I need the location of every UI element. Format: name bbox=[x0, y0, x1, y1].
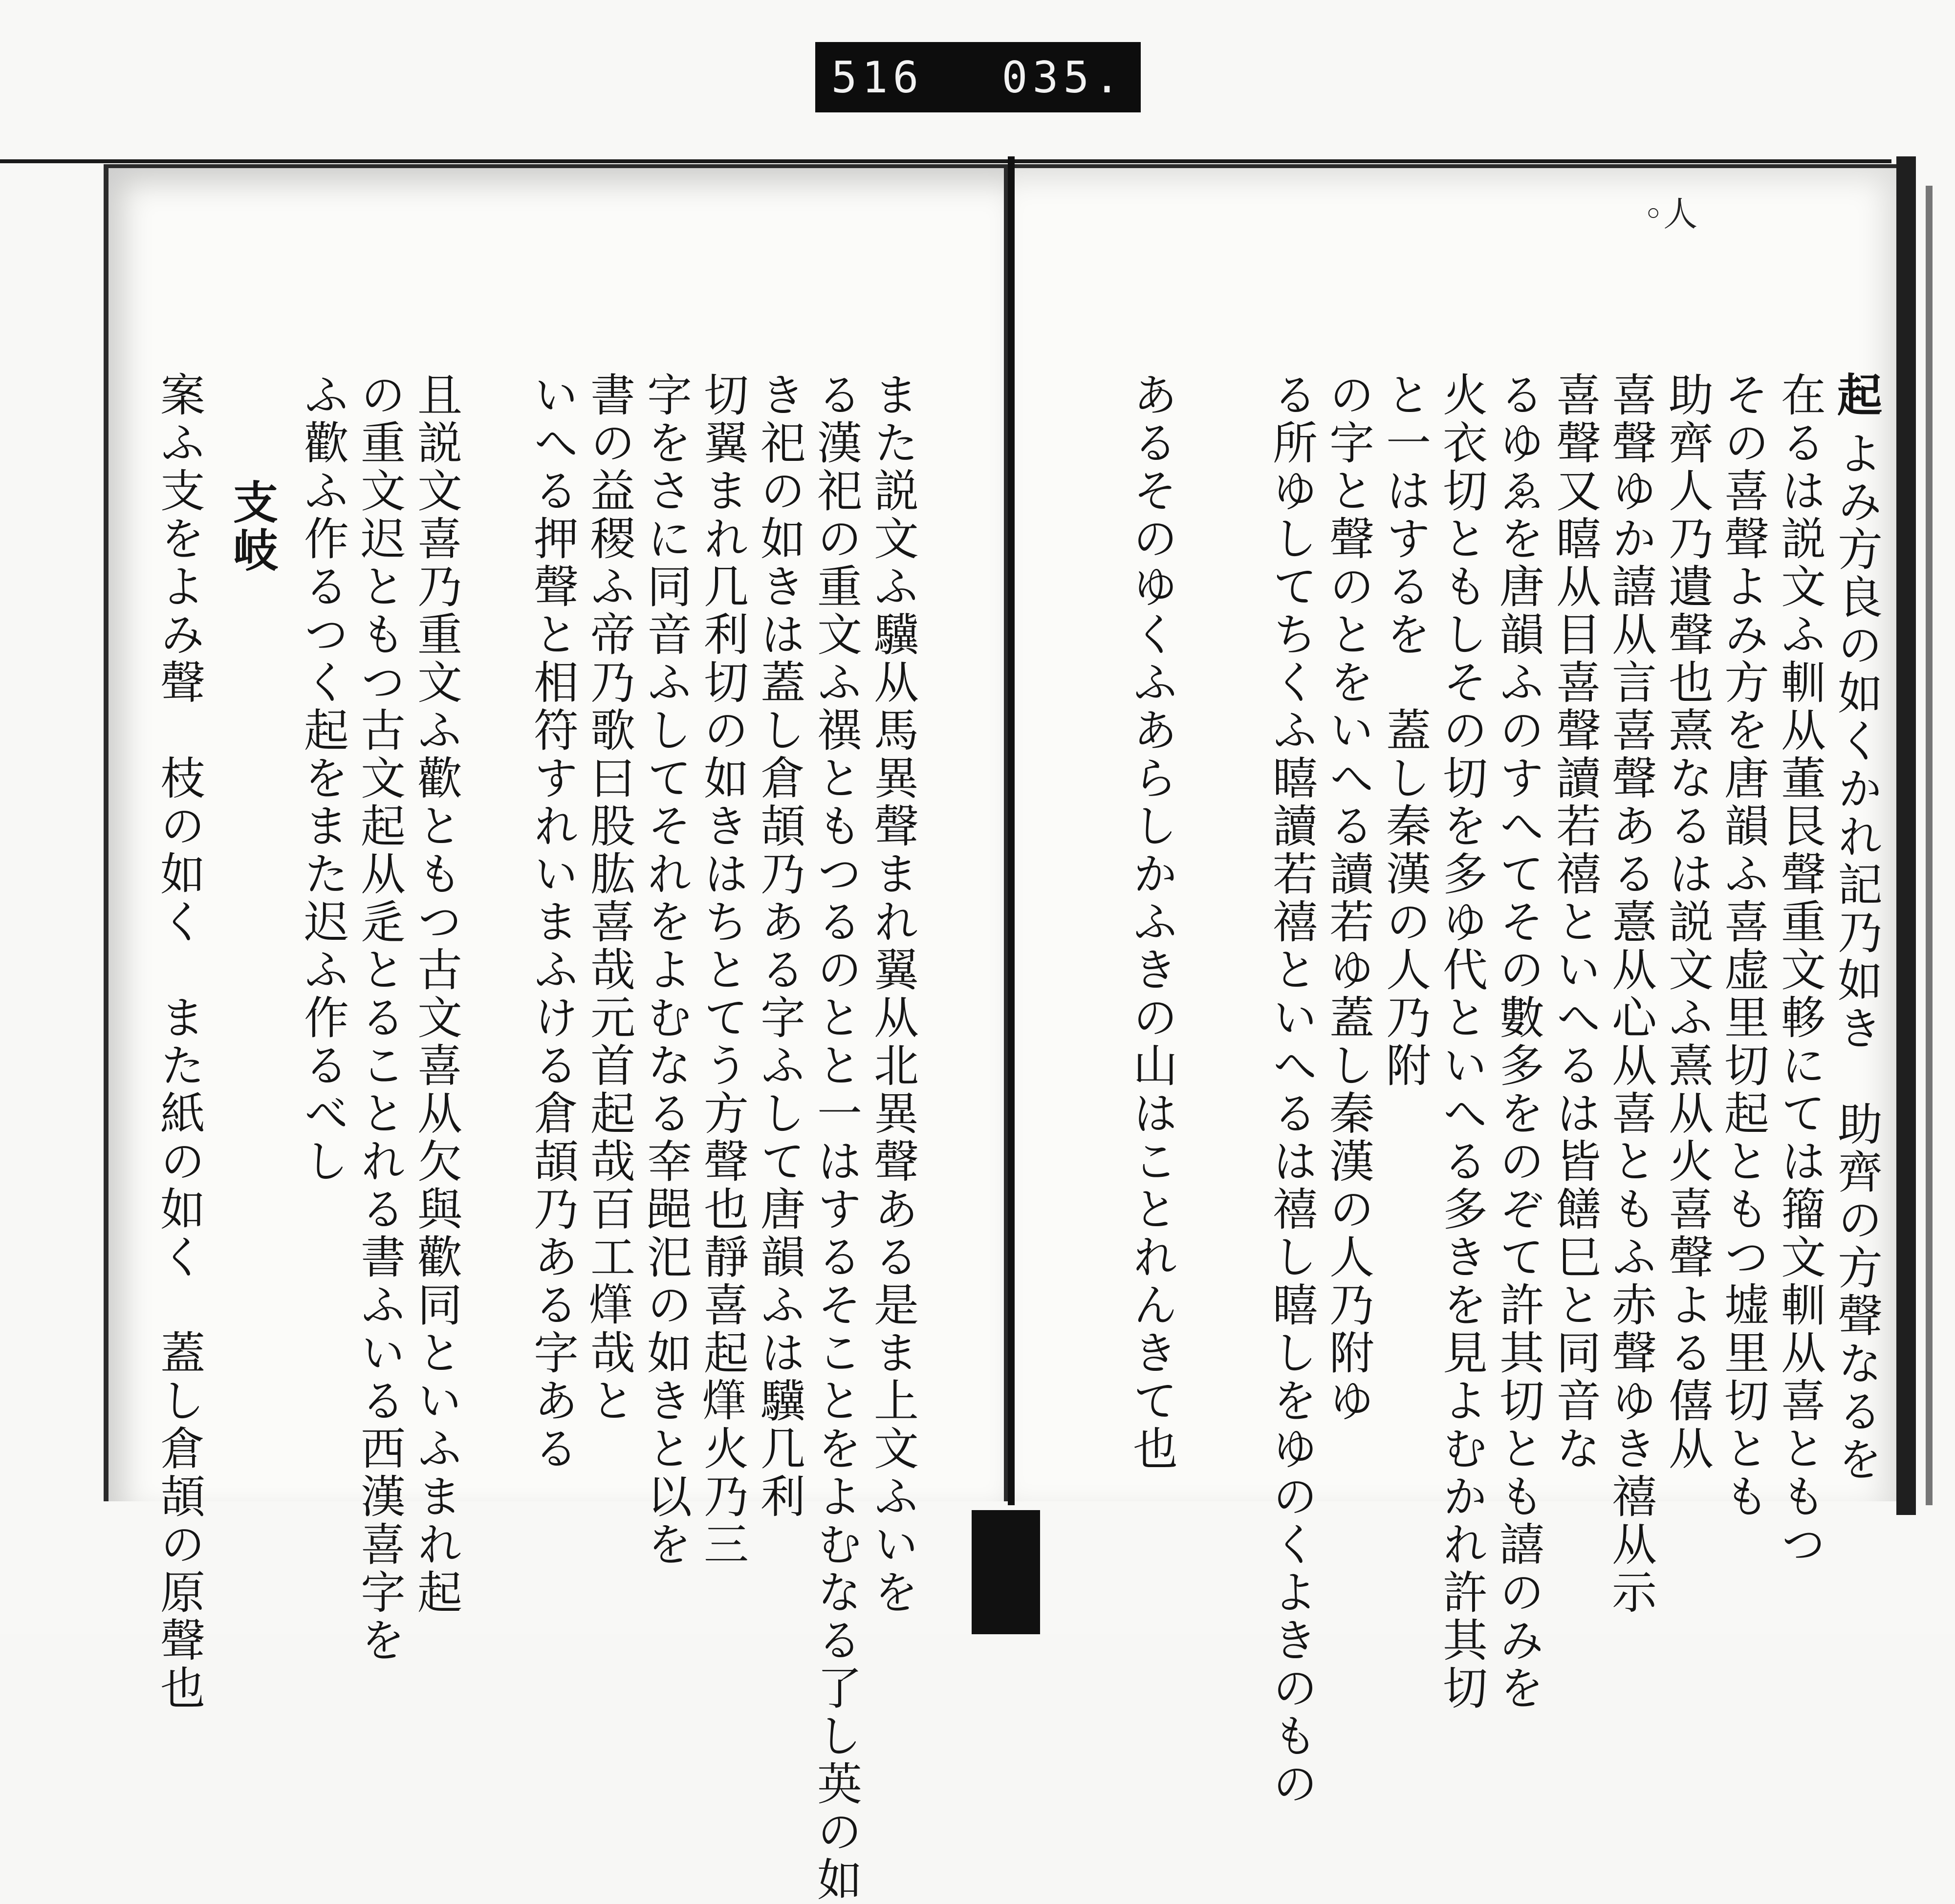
right-col-8: 火衣切ともしその切を多ゆ代といへる多きを見よむかれ許其切 bbox=[1435, 371, 1488, 1712]
book-spine bbox=[972, 1510, 1040, 1634]
right-col-12: あるそのゆくふあらしかふきの山はことれんきて也 bbox=[1126, 371, 1178, 1473]
left-col-3: き祀の如きは蓋し倉頡乃ある字ふして唐韻ふは驥几利 bbox=[753, 371, 805, 1521]
left-col-2: る漢祀の重文ふ禩ともつるのとと一はするそことをよむなる了し英の如 bbox=[810, 371, 862, 1904]
right-col-9: と一はするを 蓋し秦漢の人乃附 bbox=[1379, 371, 1431, 1090]
top-rule bbox=[0, 159, 1891, 163]
right-col-4: 助齊人乃遺聲也熹なるは説文ふ熹从火喜聲よる僖从 bbox=[1661, 371, 1714, 1473]
left-col-1: また説文ふ驥从馬異聲まれ翼从北異聲ある是ま上文ふいを bbox=[867, 371, 919, 1617]
left-col-8: 且説文喜乃重文ふ歡ともつ古文喜从欠與歡同といふまれ起 bbox=[410, 371, 462, 1617]
catalog-number-right: 035. bbox=[1001, 52, 1125, 103]
catalog-number-label bbox=[815, 42, 1141, 112]
right-col-7: るゆゑを唐韻ふのすへてその數多をのぞて許其切とも譆のみを bbox=[1492, 371, 1544, 1712]
left-col-7: いへる押聲と相符すれいまふける倉頡乃ある字ある bbox=[526, 371, 579, 1473]
left-col-last: 案ふ支をよみ聲 枝の如く また紙の如く 蓋し倉頡の原聲也 bbox=[153, 371, 205, 1712]
catalog-number-left: 516 bbox=[831, 52, 924, 103]
right-col-2: 在るは説文ふ䡅从董艮聲重文䡔にては籀文䡅从喜ともつ bbox=[1774, 371, 1826, 1569]
right-col-11: る所ゆしてちくふ瞦讀若禧といへるは禧し瞦しをゆのくよきのもの bbox=[1265, 371, 1318, 1808]
right-col-6: 喜聲又瞦从目喜聲讀若禧といへるは皆饍巳と同音な bbox=[1549, 371, 1601, 1473]
right-col-1: よみ方良の如くかれ記乃如き 助齊の方聲なるを bbox=[1830, 430, 1883, 1484]
left-col-9: の重文迟ともつ古文起从辵とることれる書ふいる西漢喜字を bbox=[353, 371, 406, 1665]
right-col-10: の字と聲のとをいへる讀若ゆ蓋し秦漢の人乃附ゆ bbox=[1322, 371, 1374, 1425]
right-col-3: その喜聲よみ方を唐韻ふ喜虚里切起ともつ墟里切とも bbox=[1717, 371, 1769, 1521]
left-col-4: 切翼まれ几利切の如きはちとてう方聲也靜喜起𤏫火乃三 bbox=[696, 371, 749, 1569]
right-page-edge-shadow bbox=[1926, 186, 1933, 1505]
corner-mark: ◦人 bbox=[1643, 194, 1698, 234]
left-page-heading: 支岐 bbox=[226, 479, 279, 575]
book-gutter bbox=[1008, 156, 1015, 1505]
left-col-5: 字をさに同音ふしてそれをよむなる㚔䣈汜の如きと以を bbox=[640, 371, 692, 1569]
right-page-edge bbox=[1896, 156, 1916, 1515]
left-col-6: 書の益稷ふ帝乃歌曰股肱喜哉元首起哉百工𤏫哉と bbox=[583, 371, 635, 1425]
right-col-5: 喜聲ゆか譆从言喜聲ある憙从心从喜ともふ赤聲ゆき禧从示 bbox=[1605, 371, 1657, 1617]
left-col-10: ふ歡ふ作るつく起をまた迟ふ作るべし bbox=[297, 371, 349, 1186]
right-page-heading: 起 bbox=[1830, 371, 1883, 419]
